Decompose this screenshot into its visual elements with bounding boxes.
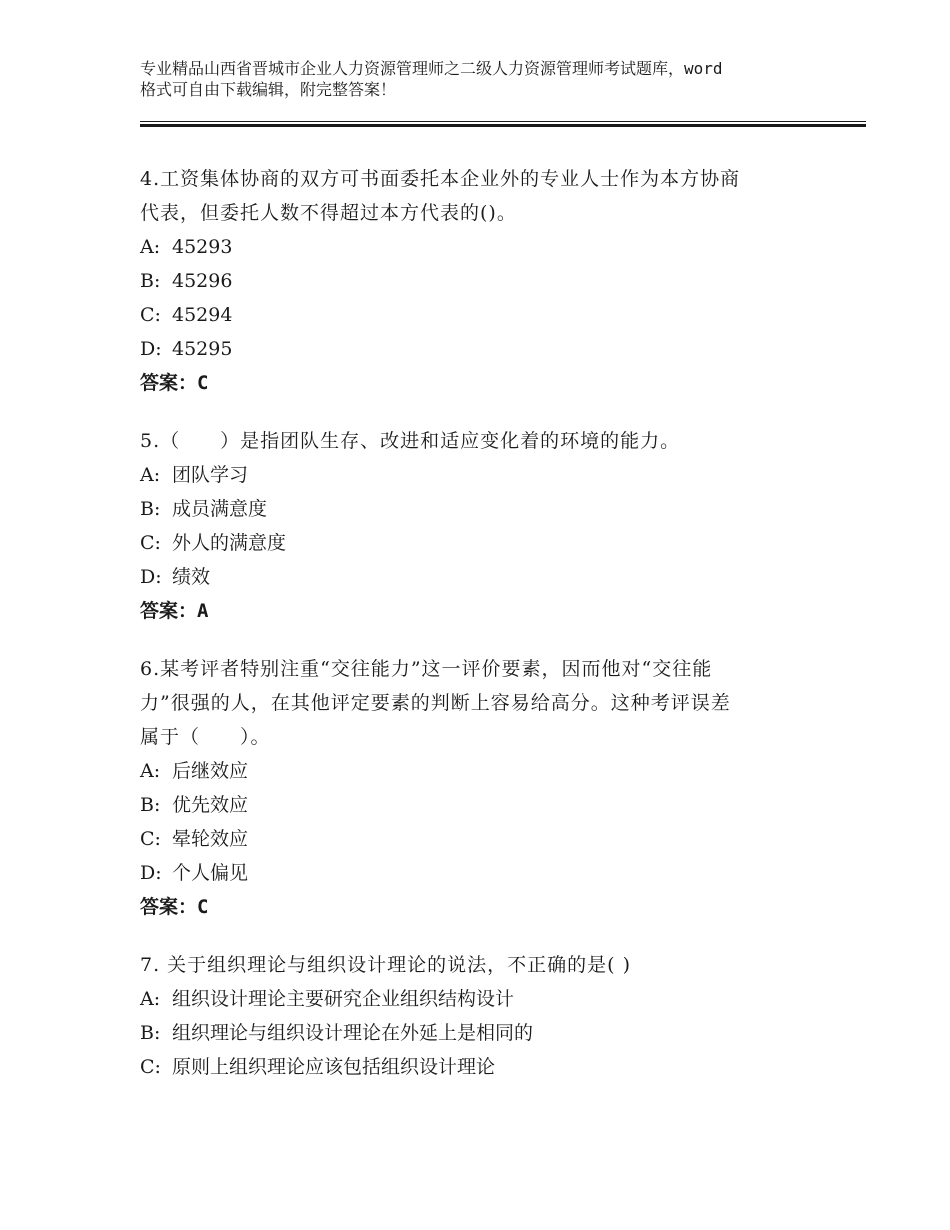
- option-key: B:: [140, 794, 161, 816]
- option-text: 45296: [172, 270, 233, 292]
- header-divider-thick: [140, 124, 866, 127]
- option-a: [140, 982, 840, 1016]
- stem-line: 6.某考评者特别注重“交往能力”这一评价要素，因而他对“交往能: [140, 658, 713, 680]
- option-text: 外人的满意度: [172, 532, 287, 554]
- option-key: B:: [140, 1022, 161, 1044]
- option-text: 原则上组织理论应该包括组织设计理论: [172, 1056, 496, 1078]
- option-b: [140, 264, 840, 298]
- question-stem: [140, 948, 840, 982]
- question-4: [140, 162, 840, 400]
- answer-line: 答案：C: [140, 896, 209, 918]
- option-text: 成员满意度: [172, 498, 268, 520]
- document-header: [140, 58, 830, 100]
- option-c: [140, 1050, 840, 1084]
- stem-line: 属于（ ）。: [140, 726, 271, 748]
- question-stem: [140, 162, 840, 230]
- option-text: 优先效应: [172, 794, 249, 816]
- option-text: 组织设计理论主要研究企业组织结构设计: [172, 988, 515, 1010]
- option-a: [140, 230, 840, 264]
- option-key: D:: [140, 338, 162, 360]
- answer-line: 答案：C: [140, 372, 209, 394]
- header-line-2: 格式可自由下载编辑，附完整答案！: [140, 80, 397, 99]
- option-c: [140, 298, 840, 332]
- option-key: C:: [140, 304, 161, 326]
- option-b: [140, 1016, 840, 1050]
- question-5: [140, 424, 840, 628]
- option-text: 绩效: [172, 566, 211, 588]
- question-6: [140, 652, 840, 924]
- option-key: A:: [140, 988, 161, 1010]
- question-list: [140, 162, 840, 1108]
- option-key: C:: [140, 828, 161, 850]
- option-c: [140, 526, 840, 560]
- option-key: A:: [140, 236, 161, 258]
- option-c: [140, 822, 840, 856]
- question-7: [140, 948, 840, 1084]
- stem-line: 4.工资集体协商的双方可书面委托本企业外的专业人士作为本方协商: [140, 168, 741, 190]
- question-stem: [140, 652, 840, 754]
- option-a: [140, 458, 840, 492]
- option-key: C:: [140, 532, 161, 554]
- option-text: 45295: [172, 338, 233, 360]
- stem-line: 代表，但委托人数不得超过本方代表的()。: [140, 202, 517, 224]
- option-text: 45293: [172, 236, 233, 258]
- option-b: [140, 492, 840, 526]
- option-key: B:: [140, 270, 161, 292]
- option-d: [140, 856, 840, 890]
- option-key: D:: [140, 862, 162, 884]
- option-text: 个人偏见: [172, 862, 249, 884]
- option-b: [140, 788, 840, 822]
- stem-line: 5.（ ）是指团队生存、改进和适应变化着的环境的能力。: [140, 430, 681, 452]
- option-text: 晕轮效应: [172, 828, 249, 850]
- header-divider-thin: [140, 121, 866, 122]
- option-key: A:: [140, 464, 161, 486]
- option-text: 后继效应: [172, 760, 249, 782]
- option-text: 组织理论与组织设计理论在外延上是相同的: [172, 1022, 534, 1044]
- option-text: 团队学习: [172, 464, 249, 486]
- option-text: 45294: [172, 304, 233, 326]
- stem-line: 力”很强的人，在其他评定要素的判断上容易给高分。这种考评误差: [140, 692, 731, 714]
- answer-line: 答案：A: [140, 600, 209, 622]
- header-line-1: 专业精品山西省晋城市企业人力资源管理师之二级人力资源管理师考试题库，word: [140, 59, 723, 78]
- option-d: [140, 560, 840, 594]
- option-d: [140, 332, 840, 366]
- option-key: D:: [140, 566, 162, 588]
- question-stem: [140, 424, 840, 458]
- option-a: [140, 754, 840, 788]
- option-key: B:: [140, 498, 161, 520]
- stem-line: 7. 关于组织理论与组织设计理论的说法，不正确的是( ): [140, 954, 632, 976]
- option-key: A:: [140, 760, 161, 782]
- option-key: C:: [140, 1056, 161, 1078]
